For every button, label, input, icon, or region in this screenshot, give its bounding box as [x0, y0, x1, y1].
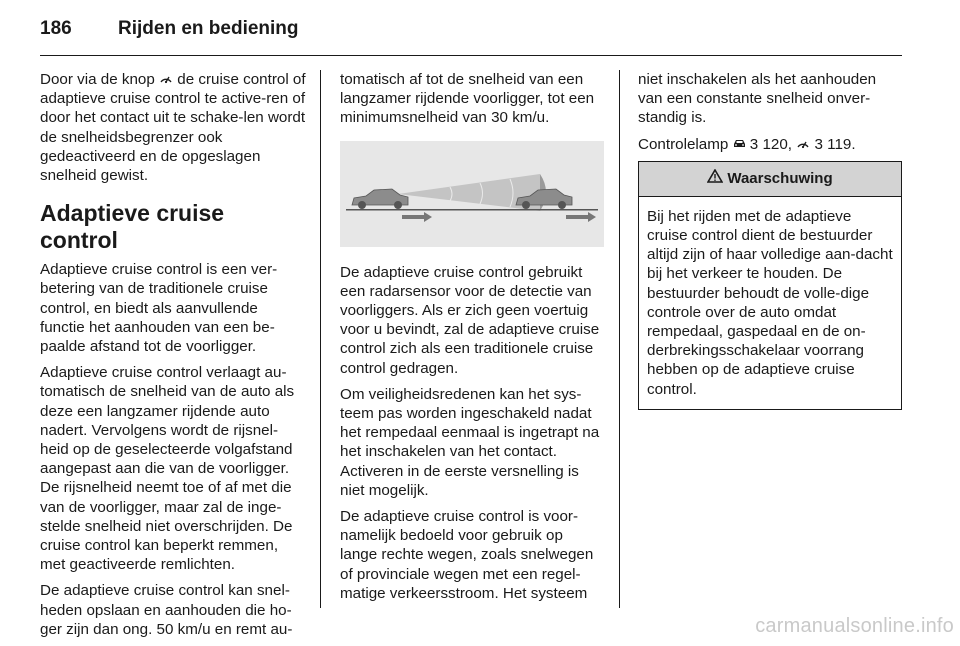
page-header: [40, 18, 902, 58]
paragraph: De adaptieve cruise control is voor-namelijk bedoeld voor gebruik op lange rechte wegen, zoals snelwegen of provinciale wegen met een regel-matige verkeersstroom. Het systeem: [340, 508, 594, 602]
warning-title: Waarschuwing: [727, 170, 833, 188]
page-number: 186: [40, 18, 72, 39]
warning-triangle-icon: [707, 169, 723, 188]
control-lamp-label: Controlelamp: [638, 135, 733, 153]
page-reference-marker: 3: [814, 135, 823, 153]
warning-box: [638, 161, 902, 410]
column-divider: [619, 70, 620, 608]
warning-body: Bij het rijden met de adaptieve cruise control dient de bestuurder altijd zijn of haar volledige aan-dacht bij het verkeer te houden. De bestuurder behoudt de volle-dige controle over de auto omdat rempedaal, gaspedaal en de on-derbrekingsschakelaar voorrang hebben op de adaptieve cruise control.: [647, 207, 893, 398]
page-reference: 119.: [822, 135, 856, 153]
paragraph: De adaptieve cruise control gebruikt een radarsensor voor de detectie van voorliggers. Als er zich geen voertuig voor u bevindt, zal de adaptieve cruise control zich als een traditionele cruise control gedragen.: [340, 263, 600, 377]
paragraph: Adaptieve cruise control is een ver-betering van de traditionele cruise control, en biedt als aanvullende functie het aanhouden van een be-paalde afstand tot de voorligger.: [40, 261, 278, 356]
paragraph: tomatisch af tot de snelheid van een langzamer rijdende voorligger, tot een minimumsnelheid van 30 km/u.: [340, 71, 595, 127]
column-divider: [320, 70, 321, 608]
column-1: [40, 70, 306, 646]
cruise-control-icon: [159, 70, 173, 89]
warning-header: [639, 162, 901, 197]
cruise-control-icon: [796, 135, 810, 154]
column-2: [340, 70, 604, 610]
page-reference-marker: 3: [749, 135, 759, 153]
paragraph: De adaptieve cruise control kan snel-heden opslaan en aanhouden die ho-ger zijn dan ong. 50 km/u en remt au-: [40, 582, 293, 638]
intro-text-end: de cruise control of adaptieve cruise control te active-ren of door het contact uit te schake-len wordt de snelheidsbegrenzer ook gedeactiveerd en de opgeslagen snelheid gewist.: [40, 71, 306, 185]
paragraph: niet inschakelen als het aanhouden van een constante snelheid onver-standig is.: [638, 71, 877, 127]
watermark: carmanualsonline.info: [755, 615, 954, 637]
chapter-title: Rijden en bediening: [118, 18, 299, 39]
paragraph: Om veiligheidsredenen kan het sys-teem pas worden ingeschakeld nadat het rempedaal eenmaal is ingetrapt na het inschakelen van het contact. Activeren in de eerste versnelling is niet mogelijk.: [340, 385, 600, 499]
intro-paragraph: [40, 70, 306, 185]
header-divider: [40, 55, 902, 56]
section-heading: Adaptieve cruise control: [40, 200, 225, 254]
page-reference: 120,: [758, 135, 797, 153]
intro-text-start: Door via de knop: [40, 71, 160, 88]
column-3: [638, 70, 902, 410]
radar-detection-illustration: [340, 141, 604, 247]
car-front-icon: [733, 135, 746, 154]
control-lamp-reference: [638, 135, 902, 154]
paragraph: Adaptieve cruise control verlaagt au-tomatisch de snelheid van de auto als deze een langzamer rijdende auto nadert. Vervolgens wordt de rijsnel-heid op de geselecteerde volgafstand aangepast aan die van de voorligger. De rijsnelheid neemt toe of af met die van de voorligger, maar zal de inge-stelde snelheid niet overschrijden. De cruise control kan beperkt remmen, met geactiveerde remlichten.: [40, 364, 295, 574]
